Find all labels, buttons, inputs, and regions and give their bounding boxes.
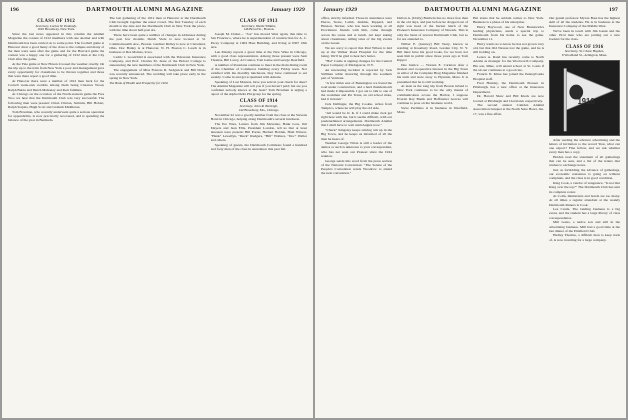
left-running-title: DARTMOUTH ALUMNI MAGAZINE bbox=[86, 6, 204, 13]
paragraph: The last gathering of the 1912 men at Hanover at the Dartmouth Club brought together the usual crowd. The first Tuesday of each month is the date and the Dartmouth Club in New York the place, with the time about half-past six. bbox=[109, 16, 206, 33]
left-page-header bbox=[8, 6, 307, 16]
left-page bbox=[2, 2, 313, 418]
paragraph: Len Maslay reports a great time at the New Wine in Chicago, with a good class representation. Among those present were Sam Thomas, Bill Lacey, Al Connor, Tom Gaine and George Deerfield. bbox=[210, 49, 307, 62]
right-col-4 bbox=[549, 16, 620, 416]
right-running-title: DARTMOUTH ALUMNI MAGAZINE bbox=[424, 6, 542, 13]
paragraph: "Hal" Castle is signing changes for the Central Paper Company of Madagascar, N.Y. bbox=[321, 58, 392, 67]
paragraph: Cedric J. Goodchild is associated with the Tidewater Insurance Company, and Prof. Charles M. Jesse of the Hobart College is announcing the new members of the Dartmouth Club in New York. bbox=[109, 54, 206, 67]
secretary-line-1913: Secretary, Warde Wilkins, bbox=[241, 23, 277, 28]
class-heading-1912: CLASS OF 1912 bbox=[37, 19, 76, 24]
pennant-illustration bbox=[550, 61, 619, 135]
paragraph: Francis N. Kline has joined the Pennsylvania Hospital staff. bbox=[473, 72, 544, 81]
paragraph: At Colin, ministrants and bonds are too many. At all times a regular attendant at the weekly Dartmouth dinners is Cook. bbox=[549, 194, 620, 207]
paragraph: At Chicago on the occasion of the North-western game the Free Woo we hear that the Dartmouth Club was very successful. The following men were present: Orion Clinton, Saltrum, Bill Hobart, Ralph Staples, Hugh Scott and Graham Middleton. bbox=[8, 92, 105, 109]
paragraph: Lenox A. Rand has recently come to North Adams as manager for the Woolworth Company. His son, Mike, will attend school at St. Louis if the sit-out continues at a good rate. bbox=[473, 55, 544, 72]
paragraph: Tom Bowman, who recently underwent quite a serious operation for appendicitis, is now practically recovered, and is spending the balance of the year in Bermuda. bbox=[8, 109, 105, 122]
paragraph: "A few miles east of Bennington we found the road under construction, and a hard thunderstorm had made it impassable. I got out to talk to one of the workmen and Pat Traus, an old school mate, had it in hand." bbox=[321, 80, 392, 102]
paragraph: An interesting incident is reported by Jack Stillman while motoring through the southern part of Vermont. bbox=[321, 67, 392, 80]
pennant-year-text: 1916 bbox=[577, 96, 595, 106]
paragraph: The Pre Wars, Letters from Jim Maveties, Hank Gow, Jim Meyers and Jean Ellis, President London, tell us that at least nineteen were present: Bill Porter, Herbert Holden, Ham Witwer, "Hank" Lewellyn, "Duck" Rudgers, "Bill" Wallace, "Doc" Waller and others. bbox=[210, 121, 307, 143]
paragraph: Since the last news appeared in this column the Alumni Magazine the contest of 1912 members with one another and with Dartmouth has been carried on to some point. The football game at Hanover drew a good many of the class to the campus and many of the men were seen after the game and for the Harvard game the contest was a happy one for a gathering of 1912 men at the City Club after the game. bbox=[8, 32, 105, 62]
paragraph: Steve Perillano is in business in Westfield, Mass. bbox=[397, 105, 468, 114]
class-heading-1914: CLASS OF 1914 bbox=[239, 99, 278, 105]
left-col-1 bbox=[8, 16, 104, 416]
paragraph: Lee Castle. The landing business is a big event, and the student has a large library of class correspondence. bbox=[549, 207, 620, 220]
left-page-number: 196 bbox=[10, 7, 19, 13]
paragraph: Dalton A. (Dolly) Baldwin has no more fear than in the old days, and just before he dropped out of sight was head of the bucket lunch of the Pioneer's Insurance Company of Newark. This is only the latest of several Dartmouth Club, but so far not attended to. bbox=[397, 16, 468, 41]
right-page-columns bbox=[321, 16, 620, 416]
right-page bbox=[315, 2, 626, 418]
left-page-date: January 1929 bbox=[270, 7, 305, 13]
paragraph: Just as forbidding the advance of gatherings, our economic resistance is going on without complaint, and the class is in good condition. bbox=[549, 168, 620, 181]
paragraph: Joseph M. Dohar— "Joe" has moved West again, this time to San Francisco, where he is superintendent of construction for A. C. Pacey Company at 1904 Hass Building, and living at 6307 16th Ave. bbox=[210, 32, 307, 49]
class-1916-pennant-photo bbox=[549, 60, 620, 136]
paragraph: The second annual Camden Alumni Association banquet at the North State Hotel, Jan. 17, was a fine affair. bbox=[473, 103, 544, 116]
paragraph: Holden read the statement of all gatherings that can be sent, and a list of the letters that wishes to exchange notes. bbox=[549, 155, 620, 168]
paragraph: We've been in touch with Jim Gaunt and the other 1914 men who are putting out a new booklet for the class. bbox=[549, 29, 620, 42]
address-line-1916: 9 Woodland St., Arlington, Mass. bbox=[561, 52, 608, 57]
secretary-line-1912: Secretary, Lucius W. Peabody, bbox=[35, 23, 77, 28]
paragraph: office, strictly informal. Those in attendance were Pierce, Stone, Lamb, Jenkins, Peppard, and Hanson. Sticker, who has been working at all Providence friends with him, came through across his scene and at lunch. Art kept asking about classmates, telling tales of the big events on the Green. bbox=[321, 16, 392, 45]
paragraph: Mill Gates, a native son and still in the advertising business. Mill had a good time at the last dinner of the Pittsfield Club. bbox=[549, 220, 620, 233]
secretary-line-1914: Secretary, John R. Burleigh, bbox=[239, 103, 278, 108]
paragraph: After reading the advance advertising and the letters of invitation to the record Year, what can one expect? Fine fellow, and we ask whether every man has a copy. bbox=[549, 137, 620, 155]
paragraph: Hal states that he seldom comes to New York. Business is a phase of his enterprise. bbox=[473, 16, 544, 25]
right-page-header bbox=[321, 6, 620, 16]
paragraph: Speaking of Lost Masters, have you sent in your check for dues? The Alumni Magazine will tell you if you haven't paid; but are you confident nobody knows at the least? Tom Bowman is urging a report of the Alpha Delta Phi group for the spring. bbox=[210, 79, 307, 97]
right-col-3 bbox=[473, 16, 544, 416]
paragraph: Jack Dellinger, the Big Cookie, writes from Tampico, where he will play the old side. bbox=[321, 102, 392, 111]
address-line-1913: 146 Broad St., Boston. bbox=[243, 27, 275, 32]
paragraph: The engagement of Miss Frances R. Sedgwick and Bill Davis was recently announced. The wedding will take place early in the spring in New York. bbox=[109, 67, 206, 80]
column-endnote: The Book of Health and Prosperity for 1929. bbox=[109, 81, 169, 86]
paragraph: November 22 was a goodly number from the class at the Stevens Hotel in Chicago, helping along Dartmouth's several luncheon. bbox=[210, 112, 307, 121]
right-col-1 bbox=[321, 16, 392, 416]
paragraph: "All would be O. K. if I could make Jack get right here with me, but it seems difficult, with our predetermined arrangements. Dartmouth Alumni that I shall have to wait until August now." bbox=[321, 111, 392, 128]
right-page-number: 197 bbox=[609, 7, 618, 13]
left-col-2 bbox=[109, 16, 205, 416]
paragraph: Harry wants us to know he has not grown very old, but that Old Nassau lost the game, and he is still holding on. bbox=[473, 42, 544, 55]
paragraph: A number of Rotarians continue to meet in the main dining room of the Chamber of Commerce building every Friday noon. Not satisfied with the monthly luncheons, they have continued to eat weekly. Come in and get acquainted with Amerie. bbox=[210, 62, 307, 80]
right-col-2 bbox=[397, 16, 468, 416]
class-heading-1916: CLASS OF 1916 bbox=[565, 44, 604, 50]
paragraph: Our genial professor Myron Bass has the highest skill of all the students. He is in business at the Insurance Company of the Middle West. bbox=[549, 16, 620, 29]
paragraph: "Chuck" Kingsley keeps stirring 'em up in the Big Town, and he keeps us informed of all the men he hears of. bbox=[321, 128, 392, 141]
address-line-1914: 142 Broadway, Mo., Chicago. bbox=[238, 107, 280, 112]
secretary-line-1916: Secretary, W. Chase Hayden, bbox=[564, 49, 605, 54]
paragraph: At the Yale game at New Haven it tossed the weather cruelly. On the trip up to the train from New York a poor and management gave every opportunity for classmates to be thrown together and those that were there report a good time. bbox=[8, 62, 105, 79]
paragraph: Dr. Harold Shaw and Bill Kleck are now located at Pittsburgh and Cleveland, respectively. bbox=[473, 94, 544, 103]
paragraph: King Cook, a vendor of vengeance. "Is not that King over the top?" The Dartmouth Club has sent its complete roster. bbox=[549, 181, 620, 194]
paragraph: Fred Huntley, the Dartmouth Pioneer in Pittsburgh, has a new office at the Insurance Department. bbox=[473, 81, 544, 94]
paragraph: Speaking of guests, the Dartmouth Commons found a hundred and forty men of the class in attendance this past fall. bbox=[210, 143, 307, 152]
paragraph: We are sorry to report that Paul Wilson is laid up at the Walker Road Hospital for the time being. We'll be glad to hear he's better. bbox=[321, 45, 392, 58]
right-page-date: January 1929 bbox=[323, 7, 358, 13]
paragraph: There have been quite a number of changes in addresses during the past few months. Dutch Viele is now located at 51 Commonwealth Ave., Boston. Gardner Ridley is now at Cleveland, Ohio. Doc Bailey is at Hanover, N. H. Boston C. Leach is in business at Des Moines, Iowa. bbox=[109, 33, 206, 54]
paragraph: Dee Justice — Warren E. Carleton after a modest and cooperative interest in the Big Town as editor of the Complete Brag Magazine finished his term and stole away to Hyannis, Mass. It is presumed that he is still working. bbox=[397, 62, 468, 84]
paragraph: George sends this word from the press section of the National Convention: "The Senate of the People's Convention wants Woodrow to attend the next convention." bbox=[321, 158, 392, 175]
left-page-columns bbox=[8, 16, 307, 416]
paragraph: Hadley Thomas, a difficult man to keep track of, is now traveling for a large company. bbox=[549, 233, 620, 242]
address-line-1912: 1910 Broadway, New York. bbox=[37, 27, 75, 32]
paragraph: Wilber E. (Gurney) Bill Teary, known as residing at Rosebury Road, Garden City, N. Y. Bill must have his good looks, for we have not seen him in public since those years ago at Tom Kipps! bbox=[397, 41, 468, 63]
paragraph: Weather George Tilton is still a leader of the demos or such is unknown to your correspondent, who has not seen our Pioneer since the 1924 reunion. bbox=[321, 141, 392, 158]
class-heading-1913: CLASS OF 1913 bbox=[239, 19, 278, 24]
paragraph: Harry Haywood, one of New Brunswick's leading physicians, sends a special trip to Dartmouth from his home to see the game. November 11. bbox=[473, 24, 544, 42]
paragraph: At Hanover there were a number of 1912 men back for the Cornell week-end, notable among them being Clarence Wood, Ralph Burns and Dutch Mahoney and their families. bbox=[8, 79, 105, 92]
left-col-3 bbox=[211, 16, 307, 416]
paragraph: At least as the long trip from Boston inland to New York continues to be the only means of communication across the Harbor, I suppose Everett Ray Baulk and Hoffstetter Graves will continue to pose on the business world. bbox=[397, 84, 468, 105]
